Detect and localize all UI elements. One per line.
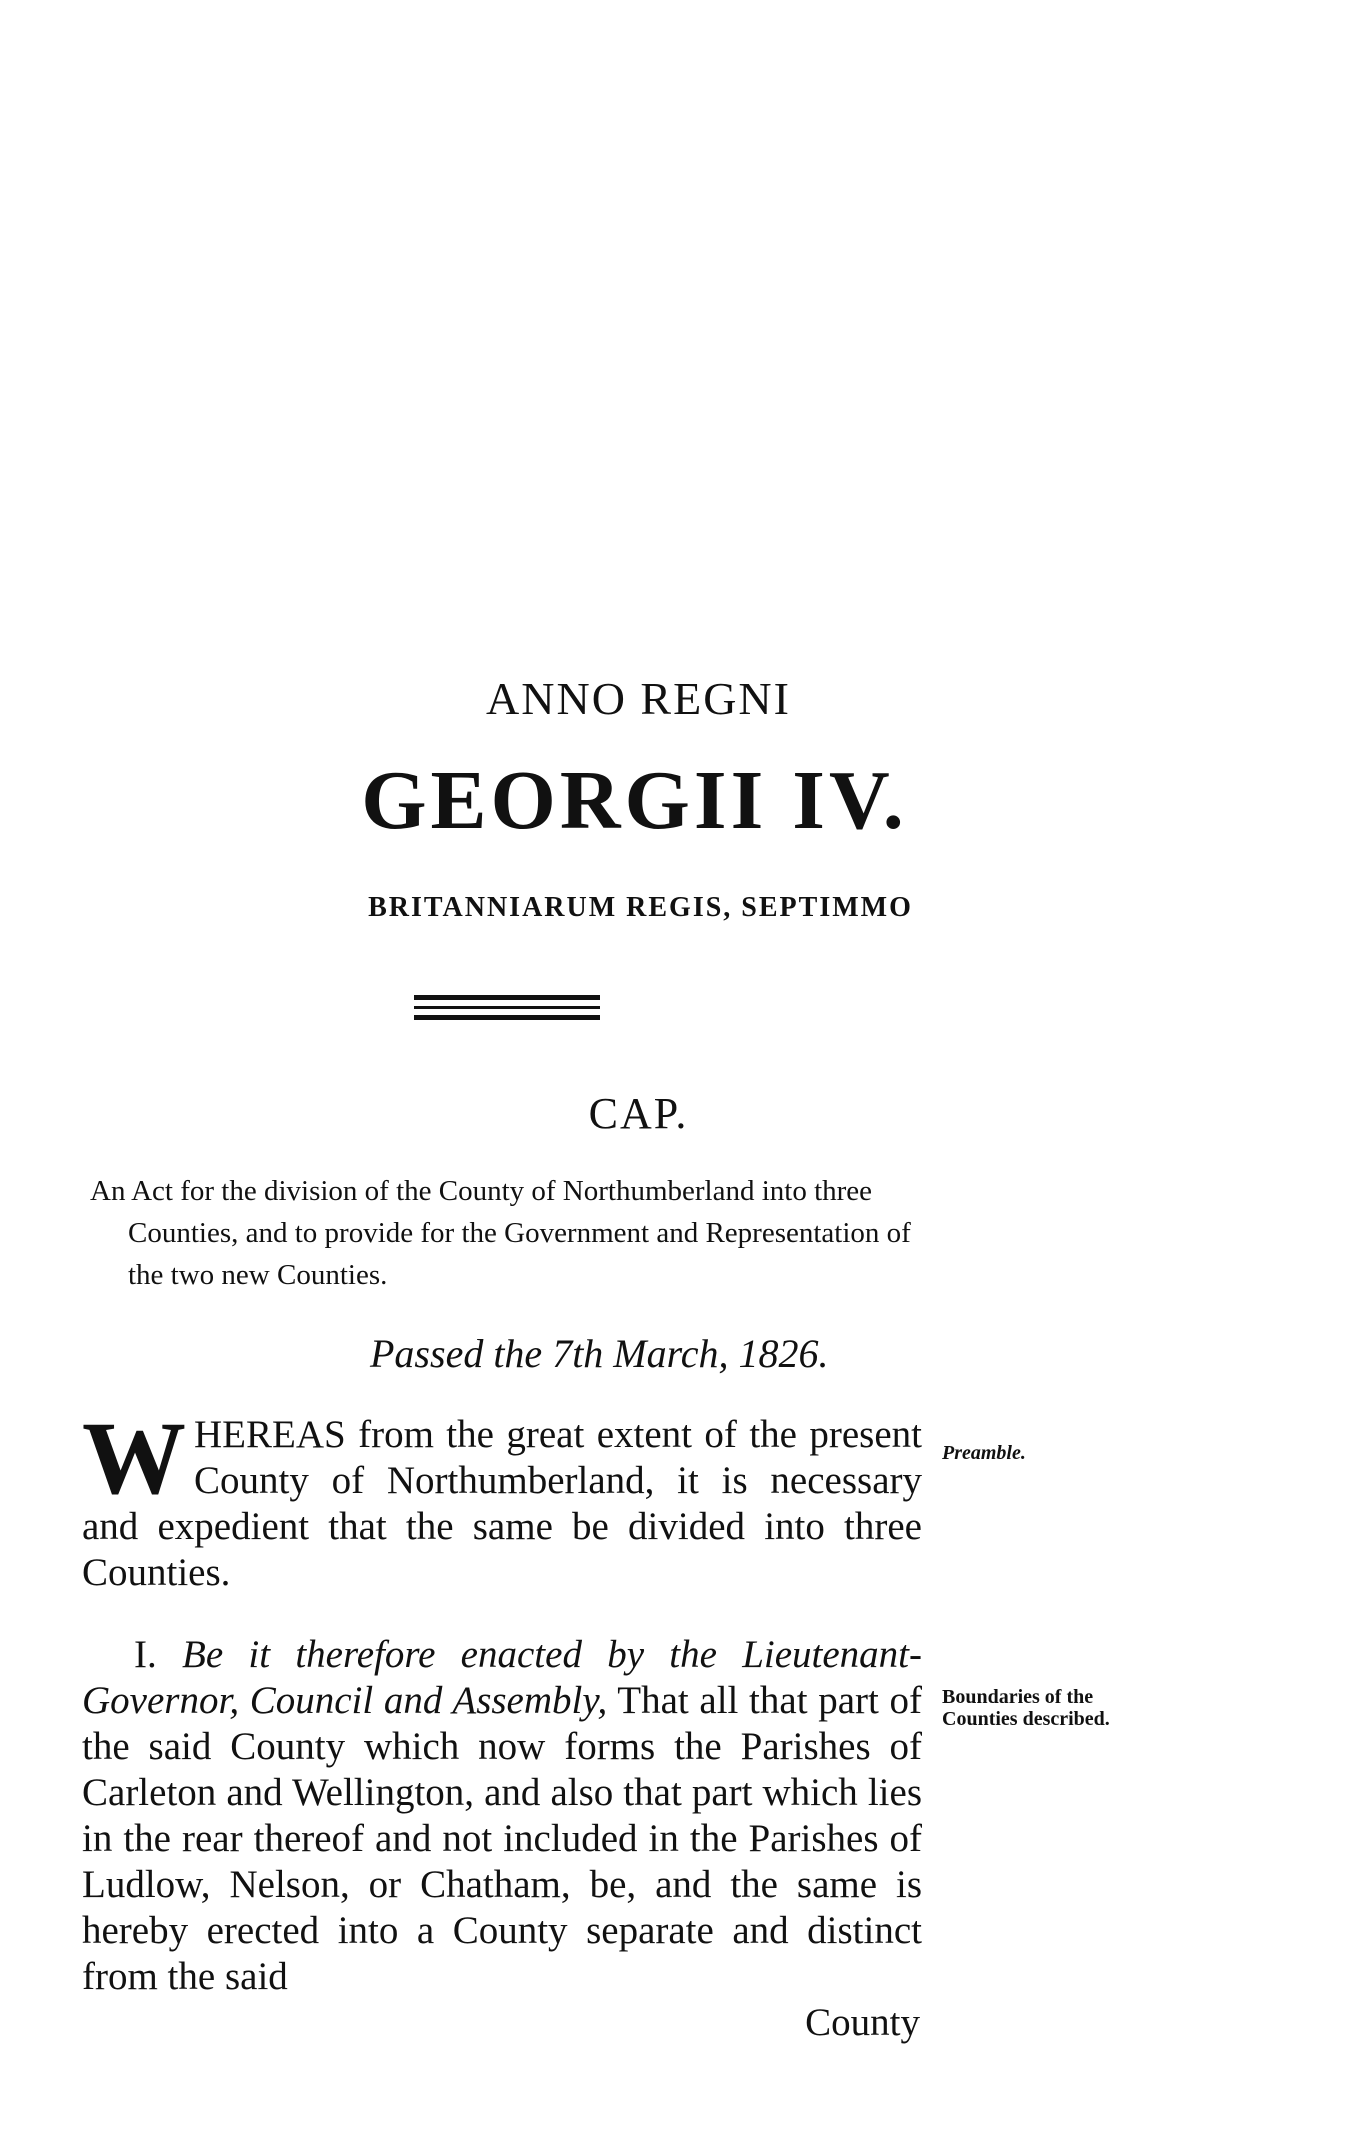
ornamental-rule bbox=[414, 1015, 600, 1020]
ornamental-rule bbox=[414, 995, 600, 1000]
preamble-paragraph bbox=[82, 1401, 922, 1596]
drop-cap: W bbox=[82, 1401, 186, 1516]
margin-note-boundaries: Boundaries of the Counties described. bbox=[942, 1686, 1110, 1730]
margin-note-preamble: Preamble. bbox=[942, 1442, 1026, 1464]
passed-date: Passed the 7th March, 1826. bbox=[370, 1331, 829, 1376]
enacting-clause: Be it therefore enacted by the Lieutenant-Governor, Council and Assembly, bbox=[82, 1633, 922, 1722]
catchword: County bbox=[805, 2001, 920, 2044]
act-title: An Act for the division of the County of Northumberland into three Counties, and to provide for the Government and Representation of the two new Counties. bbox=[90, 1175, 911, 1291]
king-name-heading: GEORGII IV. bbox=[361, 754, 908, 847]
chapter-heading: CAP. bbox=[588, 1089, 689, 1138]
anno-regni-heading: ANNO REGNI bbox=[486, 673, 791, 724]
section-1-text: That all that part of the said County which now forms the Parishes of Carleton and Wellington, and also that part which lies in the rear thereof and not included in the Parishes of Ludlow, Nelson, or Chatham, be, and the same is hereby erected into a County separate and distinct from the said bbox=[82, 1679, 922, 1998]
section-1-paragraph bbox=[82, 1632, 922, 2000]
preamble-text: HEREAS from the great extent of the present County of Northumberland, it is necessary and expedient that the same be divided into three Counties. bbox=[82, 1413, 922, 1594]
britanniarum-subheading: BRITANNIARUM REGIS, SEPTIMMO bbox=[368, 892, 913, 923]
section-number: I. bbox=[134, 1633, 157, 1676]
ornamental-rule bbox=[414, 1006, 600, 1009]
